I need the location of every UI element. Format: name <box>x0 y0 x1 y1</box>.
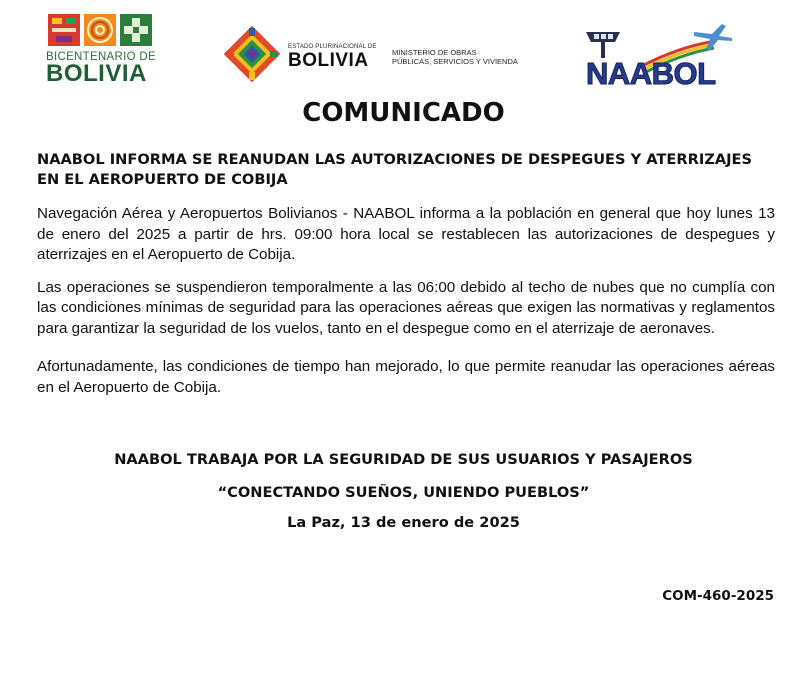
mask-icon <box>48 14 80 46</box>
header-logos <box>0 0 807 100</box>
ministerio-line-1: MINISTERIO DE OBRAS <box>392 48 477 57</box>
slogan: “CONECTANDO SUEÑOS, UNIENDO PUEBLOS” <box>217 484 590 501</box>
ministerio-line-2: PÚBLICAS, SERVICIOS Y VIVIENDA <box>392 57 518 66</box>
naabol-wordmark: NAABOL <box>586 56 716 91</box>
bicentenario-big-text: BOLIVIA <box>46 60 147 87</box>
bicentenario-logo <box>46 14 158 90</box>
paragraph-2: Las operaciones se suspendieron temporalmente a las 06:00 debido al techo de nubes que no cumplía con las condiciones mínimas de seguridad para las operaciones aéreas que exigen las normativas y reglamentos para garantizar la seguridad de los vuelos, tanto en el despegue como en el aterrizaje de aeronaves. <box>37 278 775 337</box>
spiral-sun-icon <box>84 14 116 46</box>
estado-big-text: BOLIVIA <box>288 50 369 71</box>
paragraph-1: Navegación Aérea y Aeropuertos Bolivianos - NAABOL informa a la población en general que hoy lunes 13 de enero del 2025 a partir de hrs. 09:00 hora local se restablecen las autorizaciones de despegues y aterrizajes en el Aeropuerto de Cobija. <box>37 205 775 263</box>
chakana-icon <box>120 14 152 46</box>
naabol-logo <box>582 18 742 91</box>
bicentenario-emblem <box>48 14 158 46</box>
ministerio-text <box>392 48 518 66</box>
paragraph-3: Afortunadamente, las condiciones de tiempo han mejorado, lo que permite reanudar las operaciones aéreas en el Aeropuerto de Cobija. <box>37 358 775 396</box>
document-body <box>37 150 775 410</box>
estado-small-text: ESTADO PLURINACIONAL DE <box>288 44 377 50</box>
document-headline: NAABOL INFORMA SE REANUDAN LAS AUTORIZACIONES DE DESPEGUES Y ATERRIZAJES EN EL AEROPUERTO DE COBIJA <box>37 151 753 188</box>
bicentenario-small-text: BICENTENARIO DE <box>46 51 156 63</box>
estado-plurinacional-logo <box>224 26 534 86</box>
document-reference: COM-460-2025 <box>662 588 774 604</box>
document-title: COMUNICADO <box>302 98 505 128</box>
wiphala-emblem-icon <box>224 26 280 82</box>
place-date: La Paz, 13 de enero de 2025 <box>287 514 520 531</box>
closing-statement: NAABOL TRABAJA POR LA SEGURIDAD DE SUS USUARIOS Y PASAJEROS <box>114 451 693 468</box>
